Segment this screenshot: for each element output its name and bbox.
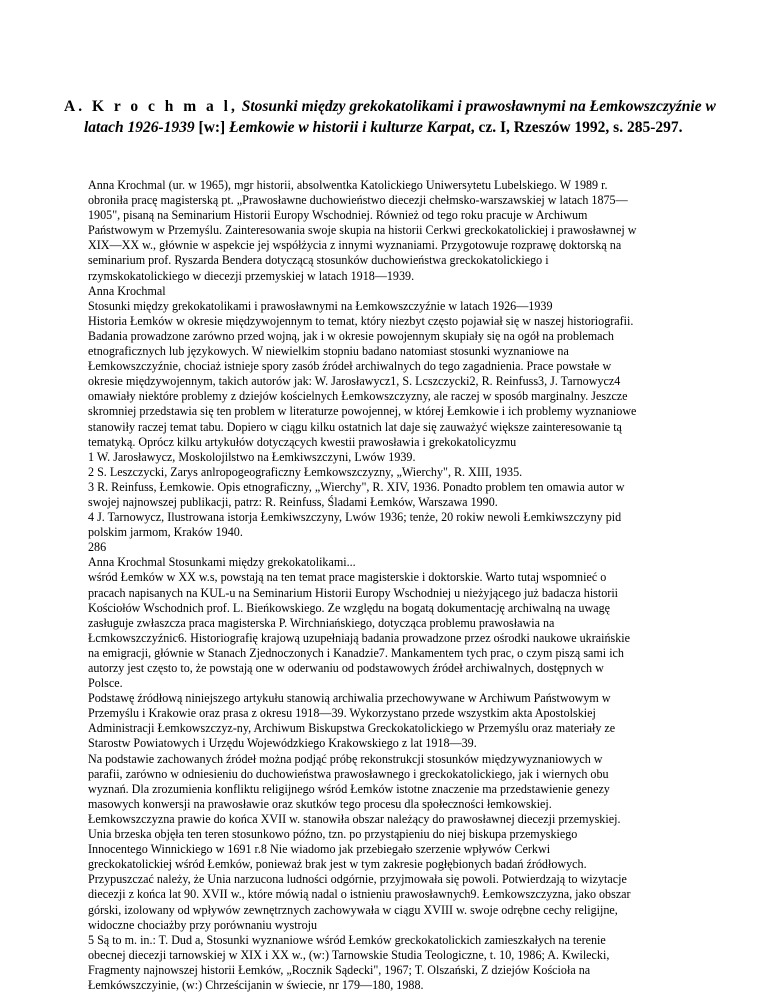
- text-line: na emigracji, głównie w Stanach Zjednoczonych i Kanadzie7. Mankamentem tych prac, o czym piszą sami ich: [88, 645, 624, 660]
- text-line: diecezji z końca lat 90. XVII w., które mówią nadal o istnieniu prawosławnych9. Łemkowszczyzna, jako obszar: [88, 887, 631, 902]
- text-line: Starostw Powiatowych i Urzędu Wojewódzkiego Krakowskiego z lat 1918—39.: [88, 736, 477, 751]
- text-line: stanowiły raczej temat tabu. Dopiero w ciągu kilku ostatnich lat daje się zauważyć większe zainteresowanie tą: [88, 419, 622, 434]
- text-line: 4 J. Tarnowycz, Ilustrowana istorja Łemkiwszczyny, Lwów 1936; tenże, 20 rokiw newoli Łemkiwszczyny pid: [88, 510, 622, 525]
- text-line: swojej najnowszej publikacji, patrz: R. Reinfuss, Śladami Łemków, Warszawa 1990.: [88, 494, 498, 509]
- in-label: [w:]: [198, 119, 226, 136]
- text-line: Anna Krochmal Stosunkami między grekokatolikami...: [88, 555, 356, 570]
- text-line: pracach napisanych na KUL-u na Seminarium Historii Europy Wschodniej u nieżyjącego już badacza historii: [88, 585, 619, 600]
- text-line: polskim jarmom, Kraków 1940.: [88, 525, 243, 540]
- text-line: wśród Łemków w XX w.s, powstają na ten temat prace magisterskie i doktorskie. Warto tutaj wspomnieć o: [88, 570, 607, 585]
- text-line: Kościołów Wschodnich prof. L. Bieńkowskiego. Ze względu na bogatą dokumentację archiwalną na uwagę: [88, 600, 610, 615]
- text-line: Państwowym w Przemyślu. Zainteresowania swoje skupia na historii Cerkwi greckokatolickiej i prawosławnej w: [88, 223, 637, 238]
- text-line: 1905", pisaną na Seminarium Historii Europy Wschodniej. Również od tego roku pracuje w Archiwum: [88, 208, 588, 223]
- text-line: greckokatolickiej wśród Łemków, ponieważ brak jest w tym zakresie pogłębionych badań źródłowych.: [88, 857, 587, 872]
- text-line: górski, izolowany od wpływów zewnętrznych zachowywała w ciągu XVIII w. swoje odrębne cechy religijne,: [88, 902, 618, 917]
- text-line: XIX—XX w., głównie w aspekcie jej współżycia z innymi wyznaniami. Przygotowuje rozprawę doktorską na: [88, 238, 622, 253]
- text-line: autorzy jest często to, że powstają one w oderwaniu od podstawowych źródeł archiwalnych, dostępnych w: [88, 661, 604, 675]
- text-line: masowych konwersji na prawosławie oraz skutków tego procesu dla społeczności łemkowskiej.: [88, 796, 552, 811]
- text-line: zasługuje zwłaszcza praca magisterska P. Wirchniańskiego, dotycząca problemu prawosławia na: [88, 615, 555, 630]
- text-line: Historia Łemków w okresie międzywojennym to temat, który niezbyt często pojawiał się w naszej historiografii.: [88, 313, 634, 328]
- text-line: omawiały niektóre problemy z dziejów kościelnych Łemkowszczyzny, ale raczej w sposób marginalny. Jeszcze: [88, 389, 628, 404]
- text-line: Fragmenty najnowszej historii Łemków, „Rocznik Sądecki", 1967; T. Olszański, Z dziejów Kościoła na: [88, 962, 591, 977]
- text-line: etnograficznych lub językowych. W niewielkim stopniu badano natomiast stosunki wyznaniowe na: [88, 344, 569, 359]
- text-line: Podstawę źródłową niniejszego artykułu stanowią archiwalia przechowywane w Archiwum Państwowym w: [88, 691, 611, 706]
- text-line: Łemkowszczyzna prawie do końca XVII w. stanowiła obszar należący do prawosławnej diecezji przemyskiej.: [88, 811, 621, 826]
- text-line: Na podstawie zachowanych źródeł można podjąć próbę rekonstrukcji stosunków międzywyznaniowych w: [88, 751, 603, 766]
- text-line: Łemkówszczyinie, (w:) Chrześcijanin w świecie, nr 179—180, 1988.: [88, 977, 424, 992]
- text-line: 2 S. Leszczycki, Zarys anlropogeograficzny Łemkowszczyzny, „Wierchy", R. XIII, 1935.: [88, 464, 523, 479]
- text-line: Łemkowszczyźnie, chociaż istnieje spory zasób źródeł archiwalnych do tego zagadnienia. Prace powstałe w: [88, 359, 612, 374]
- text-line: okresie międzywojennym, takich autorów jak: W. Jarosławycz1, S. Lcszczycki2, R. Reinfuss3, J. Tarnowycz4: [88, 374, 621, 389]
- text-line: Anna Krochmal (ur. w 1965), mgr historii, absolwentka Katolickiego Uniwersytetu Lubelskiego. W 1989 r.: [88, 178, 608, 192]
- text-line: Anna Krochmal: [88, 283, 166, 298]
- text-line: Łcmkowszczyźnic6. Historiografię krajową uzupełniają badania prowadzone przez ośrodki naukowe ukraińskie: [88, 630, 630, 645]
- text-line: skromniej przedstawia się ten problem w literaturze powojennej, w której Łemkowie i ich problemy wyznaniowe: [88, 404, 637, 419]
- author-name: A. K r o c h m a l,: [64, 98, 238, 115]
- text-line: Stosunki między grekokatolikami i prawosławnymi na Łemkowszczyźnie w latach 1926—1939: [88, 298, 553, 313]
- text-line: Polsce.: [88, 676, 123, 691]
- text-line: parafii, zarówno w odniesieniu do duchowieństwa prawosławnego i greckokatolickiego, jak i wiernych obu: [88, 766, 609, 781]
- text-line: Innocentego Winnickiego w 1691 r.8 Nie wiadomo jak przebiegało szerzenie wpływów Cerkwi: [88, 842, 551, 857]
- citation-heading: [64, 96, 724, 138]
- text-line: obecnej diecezji tarnowskiej w XIX i XX w., (w:) Tarnowskie Studia Teologiczne, t. 10, 1986; A. Kwilecki,: [88, 947, 610, 962]
- text-line: obroniła pracę magisterską pt. „Prawosławne duchowieństwo diecezji chełmsko-warszawskiej w latach 1875—: [88, 193, 628, 208]
- text-line: Przemyślu i Krakowie oraz prasa z okresu 1918—39. Wykorzystano przede wszystkim akta Apostolskiej: [88, 706, 596, 721]
- text-line: Administracji Łemkowszczyz-ny, Archiwum Biskupstwa Greckokatolickiego w Przemyślu oraz materiały ze: [88, 721, 616, 736]
- text-line: Unia brzeska objęła ten teren stosunkowo późno, tzn. po przystąpieniu do niej biskupa przemyskiego: [88, 827, 578, 842]
- text-line: 5 Są to m. in.: T. Dud a, Stosunki wyznaniowe wśród Łemków greckokatolickich zamieszkałych na terenie: [88, 932, 606, 947]
- text-line: widoczne chociażby przy porównaniu wystroju: [88, 917, 318, 932]
- text-line: wyznań. Dla zrozumienia konfliktu religijnego wśród Łemków istotne znaczenie ma przedstawienie genezy: [88, 781, 610, 796]
- text-line: Przypuszczać należy, że Unia narzucona ludności odgórnie, przyjmowała się powoli. Potwierdzają to wizytacje: [88, 872, 627, 887]
- text-line: tematyką. Oprócz kilku artykułów dotyczących kwestii prawosławia i grekokatolicyzmu: [88, 434, 517, 449]
- text-line: rzymskokatolickiego w diecezji przemyskiej w latach 1918—1939.: [88, 268, 415, 283]
- article-title: Stosunki między grekokatolikami i prawosławnymi na Łemkowszczyźnie w latach 1926-1939: [84, 98, 716, 136]
- text-line: seminarium prof. Ryszarda Bendera dotyczącą stosunków duchowieństwa greckokatolickiego i: [88, 253, 549, 268]
- book-title: Łemkowie w historii i kulturze Karpat: [229, 119, 471, 136]
- text-line: 3 R. Reinfuss, Łemkowie. Opis etnograficzny, „Wierchy", R. XIV, 1936. Ponadto problem ten omawia autor w: [88, 479, 625, 494]
- citation-details: , cz. I, Rzeszów 1992, s. 285-297.: [470, 119, 683, 136]
- text-line: 286: [88, 540, 107, 555]
- text-line: 1 W. Jarosławycz, Moskolojilstwo na Łemkiwszczyni, Lwów 1939.: [88, 449, 416, 464]
- document-body: [88, 178, 708, 993]
- text-line: Badania prowadzone zarówno przed wojną, jak i w okresie powojennym skupiały się na ogół na problemach: [88, 328, 614, 343]
